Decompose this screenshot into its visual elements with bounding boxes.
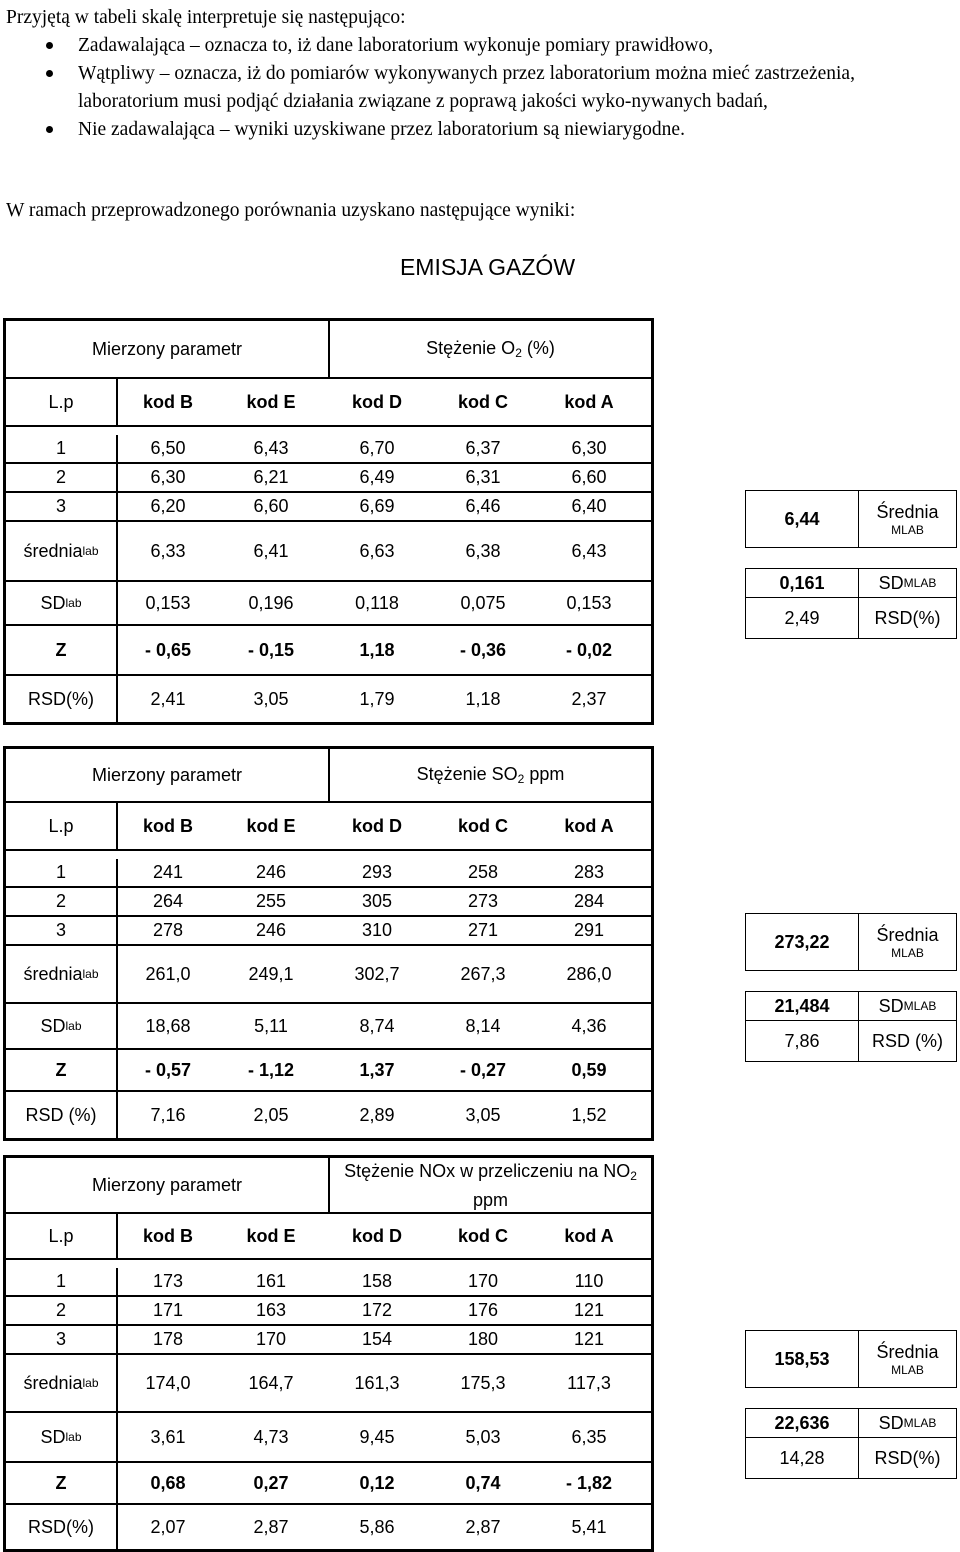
column-header-row [6,1214,651,1260]
cell-value: 1,79 [359,688,395,709]
mlab-sd-label [859,996,956,1017]
cell-value: 6,69 [359,496,395,516]
table-header [6,1158,651,1214]
cell-value: 3,61 [150,1426,186,1447]
row-label-sub: lab [65,596,82,610]
cell-value: 1,18 [359,639,395,660]
column-kod-e: kod E [246,1225,296,1246]
cell-value: 6,35 [571,1426,607,1447]
cell-value: 2,89 [359,1104,395,1125]
cell-value: 171 [152,1300,184,1320]
intro-lead: Przyjętą w tabeli skalę interpretuje się następująco: [6,7,406,28]
cell-value: 261,0 [145,963,191,984]
mlab-mean-value: 158,53 [746,1331,859,1387]
mlab-sd-sub: MLAB [903,576,937,590]
concentration-unit: (%) [521,338,555,358]
concentration-sub: 2 [630,1168,637,1183]
cell-value: 258 [467,862,499,882]
mlab-mean-label-text: Średnia [876,924,939,945]
cell-value: 6,20 [150,496,186,516]
mean-row-label [6,946,118,1002]
cell-value: 173 [152,1271,184,1291]
intro-section [6,4,956,144]
table-row [6,427,651,464]
column-kod-e: kod E [246,391,296,412]
mlab-mean-label [859,1342,956,1377]
column-kod-b: kod B [142,815,193,836]
concentration-text [426,338,555,360]
mean-row [6,520,651,580]
cell-value: 6,49 [359,467,395,487]
param-label: Mierzony parametr [6,1158,330,1212]
column-lp: L.p [6,803,118,849]
row-label-text: SD [40,592,66,613]
cell-value: 6,31 [465,467,501,487]
scale-item-satisfactory: Zadawalająca – oznacza to, iż dane laboratorium wykonuje pomiary prawidłowo, [6,32,956,60]
mlab-rsd-label: RSD(%) [874,607,941,628]
cell-value: 5,11 [254,1015,288,1036]
cell-value: 6,41 [253,540,289,561]
row-number: 1 [6,1268,118,1295]
rsd-row [6,1090,651,1138]
row-number: 3 [6,1326,118,1353]
cell-value: 6,50 [150,438,186,458]
cell-value: 6,30 [571,438,607,458]
cell-value: 3,05 [465,1104,501,1125]
sd-row [6,580,651,624]
mlab-sd-value: 22,636 [746,1409,859,1437]
row-label-text: RSD(%) [28,1516,94,1537]
concentration-name: Stężenie SO [416,764,518,784]
mlab-mean-sub: MLAB [891,945,924,960]
cell-value: 2,41 [150,688,186,709]
mlab-summary [745,913,957,1062]
row-number: 2 [6,1297,118,1324]
mlab-sd-label [859,573,956,594]
concentration-label [330,749,651,801]
scale-list [6,32,956,144]
row-label-sub: lab [82,544,99,558]
row-label-sub: lab [65,1430,82,1444]
cell-value: 264 [152,891,184,911]
row-number: 3 [6,917,118,944]
cell-value: 4,36 [571,1015,607,1036]
cell-value: 241 [152,862,184,882]
mlab-spacer [745,971,957,991]
mlab-mean-row [745,913,957,971]
cell-value: 0,196 [248,592,294,613]
cell-value: 2,87 [465,1516,501,1537]
cell-value: - 1,82 [565,1472,613,1493]
cell-value: 163 [255,1300,287,1320]
mlab-rsd-label: RSD (%) [872,1030,943,1051]
concentration-unit: ppm [524,764,565,784]
mlab-mean-label [859,502,956,537]
cell-value: 180 [467,1329,499,1349]
cell-value: 117,3 [567,1372,611,1393]
table-row [6,1260,651,1297]
cell-value: 255 [255,891,287,911]
cell-value: - 0,02 [565,639,613,660]
cell-value: 302,7 [354,963,400,984]
row-label-text: SD [40,1426,66,1447]
column-kod-b: kod B [142,1225,193,1246]
column-kod-a: kod A [564,815,614,836]
row-label-text: RSD (%) [25,1104,97,1125]
cell-value: 172 [361,1300,393,1320]
cell-value: 291 [573,920,605,940]
table-row [6,1326,651,1353]
table-row [6,851,651,888]
cell-value: 286,0 [566,963,612,984]
cell-value: 0,59 [571,1059,607,1080]
row-label-text: RSD(%) [28,688,94,709]
cell-value: 0,68 [150,1472,186,1493]
mlab-sd-row [745,1408,957,1437]
concentration-sub: 2 [515,346,522,360]
cell-value: 121 [573,1329,605,1349]
mlab-mean-sub: MLAB [891,1362,924,1377]
table-header [6,321,651,379]
cell-value: 249,1 [248,963,294,984]
cell-value: 293 [361,862,393,882]
cell-value: 246 [255,862,287,882]
cell-value: 3,05 [253,688,289,709]
mlab-mean-label [859,925,956,960]
concentration-unit: ppm [472,1189,508,1210]
rsd-row [6,674,651,722]
cell-value: 6,43 [253,438,289,458]
cell-value: 2,05 [253,1104,289,1125]
concentration-name: Stężenie NOx w przeliczeniu na NO [344,1160,631,1181]
cell-value: - 0,15 [247,639,295,660]
table-row [6,1297,651,1326]
z-row [6,1048,651,1090]
cell-value: 175,3 [460,1372,506,1393]
row-label-sub: lab [82,1376,99,1390]
cell-value: 174,0 [145,1372,191,1393]
mlab-mean-label-text: Średnia [876,1341,939,1362]
row-label-text: SD [40,1015,66,1036]
cell-value: 161 [255,1271,287,1291]
concentration-text [417,764,565,786]
cell-value: 110 [574,1271,604,1291]
row-label-text: średnia [23,540,83,561]
param-label: Mierzony parametr [6,749,330,801]
rsd-row-label [6,1092,118,1138]
row-label-text: Z [55,1059,67,1080]
column-kod-c: kod C [457,1225,508,1246]
z-row-label [6,1463,118,1503]
param-label: Mierzony parametr [6,321,330,377]
cell-value: 158 [361,1271,393,1291]
results-table [3,746,654,1141]
z-row [6,1461,651,1503]
cell-value: 2,37 [571,688,607,709]
cell-value: 6,70 [359,438,395,458]
concentration-text [338,1159,643,1212]
results-table [3,1155,654,1552]
column-kod-b: kod B [142,391,193,412]
cell-value: 121 [573,1300,605,1320]
mlab-spacer [745,548,957,568]
column-kod-c: kod C [457,815,508,836]
mlab-rsd-label: RSD(%) [874,1447,941,1468]
sd-row [6,1411,651,1461]
concentration-sub: 2 [517,772,525,786]
z-row-label [6,626,118,674]
row-label-text: Z [55,639,67,660]
mlab-rsd-value: 14,28 [746,1438,859,1478]
cell-value: 8,14 [465,1015,501,1036]
row-number: 3 [6,493,118,520]
mlab-sd-label [859,1413,956,1434]
mean-row-label [6,522,118,580]
cell-value: - 0,36 [459,639,507,660]
mlab-sd-sub: MLAB [903,1416,937,1430]
results-table [3,318,654,725]
cell-value: 4,73 [253,1426,289,1447]
column-header-row [6,379,651,427]
mlab-mean-row [745,490,957,548]
mlab-mean-sub: MLAB [891,522,924,537]
mlab-summary [745,490,957,639]
scale-item-questionable: Wątpliwy – oznacza, iż do pomiarów wykonywanych przez laboratorium można mieć zastrzeżenia, laboratorium musi podjąć działania związane z poprawą jakości wyko-nywanych badań, [6,60,956,116]
cell-value: 154 [361,1329,393,1349]
cell-value: - 0,57 [144,1059,192,1080]
cell-value: 6,21 [253,467,289,487]
mlab-rsd-row [745,1020,957,1062]
cell-value: - 0,65 [144,639,192,660]
row-label-sub: lab [82,967,99,981]
column-lp: L.p [6,1214,118,1258]
cell-value: 1,37 [359,1059,395,1080]
cell-value: 305 [361,891,393,911]
cell-value: 164,7 [248,1372,294,1393]
cell-value: 6,63 [359,540,395,561]
mlab-sd-label-text: SD [878,995,904,1016]
cell-value: 7,16 [150,1104,186,1125]
cell-value: 6,60 [571,467,607,487]
row-label-text: średnia [23,963,83,984]
cell-value: - 0,27 [459,1059,507,1080]
table-row [6,493,651,520]
cell-value: 170 [467,1271,499,1291]
cell-value: 6,46 [465,496,501,516]
cell-value: 6,40 [571,496,607,516]
concentration-name: Stężenie O [426,338,516,358]
results-lead: W ramach przeprowadzonego porównania uzyskano następujące wyniki: [6,200,576,221]
cell-value: 283 [573,862,605,882]
cell-value: 8,74 [359,1015,395,1036]
table-header [6,749,651,803]
cell-value: 1,18 [465,688,501,709]
column-kod-c: kod C [457,391,508,412]
column-kod-e: kod E [246,815,296,836]
mean-row [6,1353,651,1411]
sd-row-label [6,1413,118,1461]
mlab-mean-label-text: Średnia [876,501,939,522]
rsd-row-label [6,1505,118,1549]
mlab-sd-value: 0,161 [746,569,859,597]
mlab-mean-row [745,1330,957,1388]
cell-value: 2,07 [150,1516,186,1537]
mlab-sd-value: 21,484 [746,992,859,1020]
sd-row-label [6,1004,118,1048]
rsd-row-label [6,676,118,722]
sd-row [6,1002,651,1048]
cell-value: 170 [255,1329,287,1349]
cell-value: 0,153 [145,592,191,613]
row-number: 2 [6,888,118,915]
cell-value: 6,30 [150,467,186,487]
cell-value: 0,74 [465,1472,501,1493]
column-kod-a: kod A [564,1225,614,1246]
mlab-spacer [745,1388,957,1408]
cell-value: 178 [152,1329,184,1349]
cell-value: 6,43 [571,540,607,561]
mlab-rsd-row [745,597,957,639]
cell-value: 18,68 [145,1015,191,1036]
cell-value: 273 [467,891,499,911]
mean-row [6,944,651,1002]
mlab-sd-label-text: SD [878,1412,904,1433]
cell-value: 5,41 [571,1516,607,1537]
z-row-label [6,1050,118,1090]
row-label-sub: lab [65,1019,82,1033]
cell-value: 6,38 [465,540,501,561]
cell-value: 6,33 [150,540,186,561]
mean-row-label [6,1355,118,1411]
section-heading: EMISJA GAZÓW [399,254,576,280]
mlab-sd-row [745,568,957,597]
table-row [6,917,651,944]
column-kod-d: kod D [351,1225,402,1246]
cell-value: 1,52 [571,1104,607,1125]
cell-value: 0,118 [355,592,399,613]
concentration-label [330,321,651,377]
cell-value: 0,12 [359,1472,395,1493]
column-kod-d: kod D [351,391,402,412]
mlab-sd-sub: MLAB [903,999,937,1013]
cell-value: 271 [467,920,499,940]
mlab-rsd-value: 7,86 [746,1021,859,1061]
column-header-row [6,803,651,851]
cell-value: 5,86 [359,1516,395,1537]
cell-value: 161,3 [354,1372,400,1393]
rsd-row [6,1503,651,1549]
cell-value: 9,45 [359,1426,395,1447]
cell-value: 6,60 [253,496,289,516]
column-kod-d: kod D [351,815,402,836]
row-number: 1 [6,435,118,462]
cell-value: - 1,12 [247,1059,295,1080]
scale-item-unsatisfactory: Nie zadawalająca – wyniki uzyskiwane przez laboratorium są niewiarygodne. [6,116,956,144]
row-label-text: Z [55,1472,67,1493]
cell-value: 5,03 [465,1426,501,1447]
cell-value: 0,27 [253,1472,289,1493]
cell-value: 176 [467,1300,499,1320]
cell-value: 0,153 [566,592,612,613]
row-number: 2 [6,464,118,491]
table-row [6,464,651,493]
mlab-summary [745,1330,957,1479]
mlab-rsd-row [745,1437,957,1479]
mlab-rsd-value: 2,49 [746,598,859,638]
column-kod-a: kod A [564,391,614,412]
column-lp: L.p [6,379,118,425]
cell-value: 278 [152,920,184,940]
mlab-sd-label-text: SD [878,572,904,593]
row-number: 1 [6,859,118,886]
mlab-mean-value: 6,44 [746,491,859,547]
sd-row-label [6,582,118,624]
mlab-mean-value: 273,22 [746,914,859,970]
z-row [6,624,651,674]
cell-value: 2,87 [253,1516,289,1537]
mlab-sd-row [745,991,957,1020]
concentration-label [330,1158,651,1212]
cell-value: 267,3 [460,963,506,984]
row-label-text: średnia [23,1372,83,1393]
cell-value: 246 [255,920,287,940]
cell-value: 310 [361,920,393,940]
cell-value: 0,075 [460,592,506,613]
cell-value: 6,37 [465,438,501,458]
table-row [6,888,651,917]
cell-value: 284 [573,891,605,911]
